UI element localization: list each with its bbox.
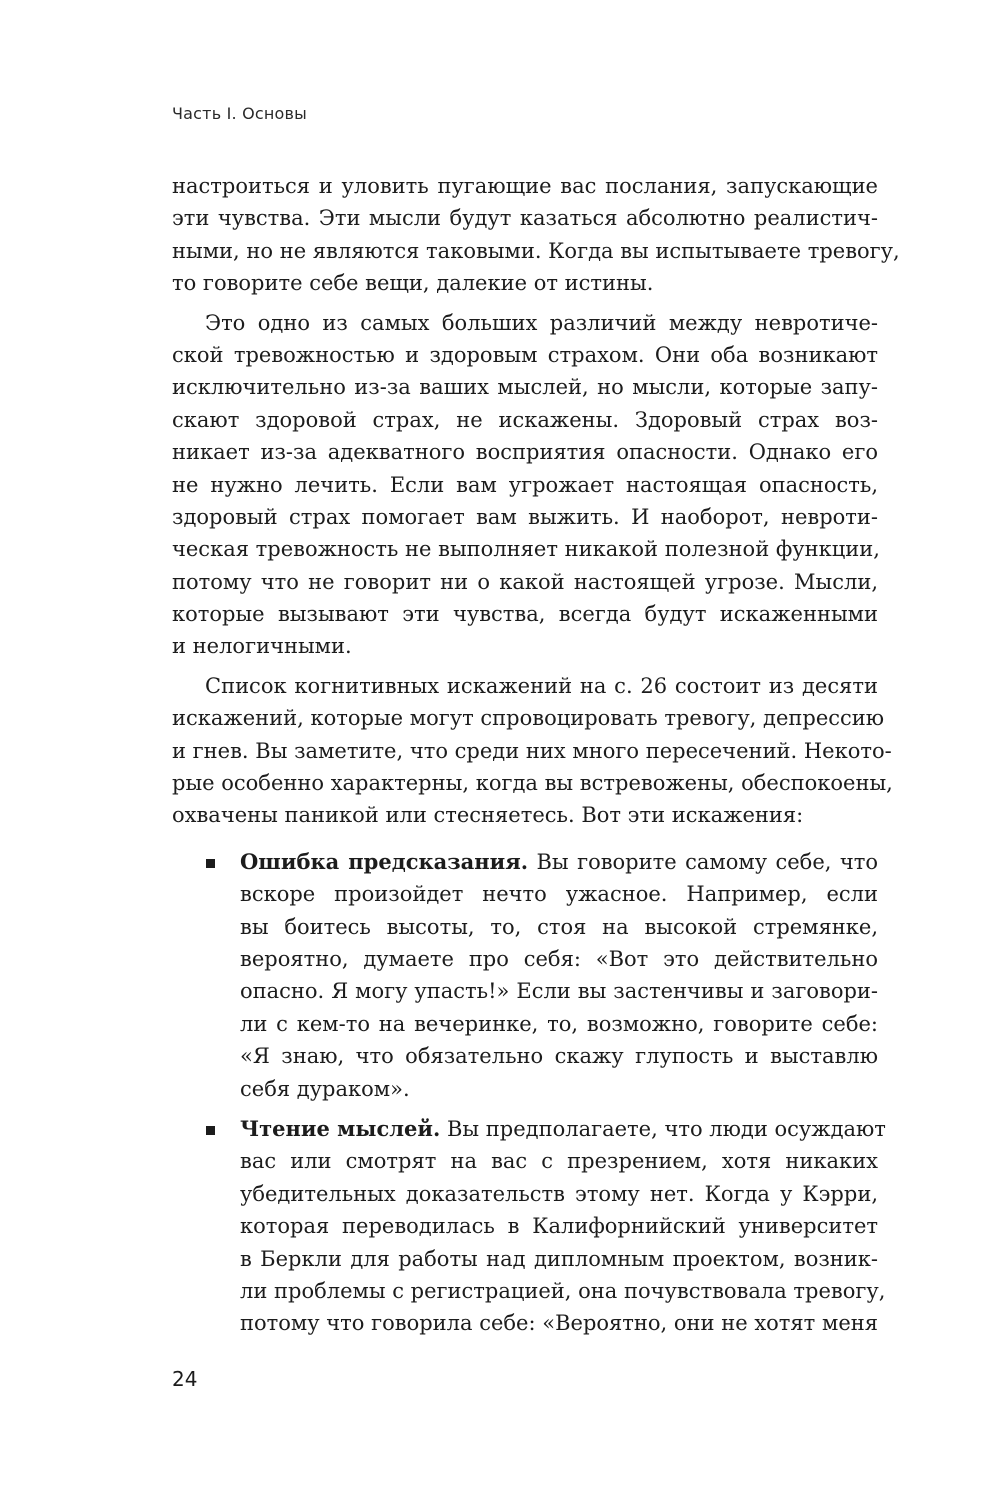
bullet-text: Вы говорите самому себе, что [528,849,878,874]
text-line: рые особенно характерны, когда вы встревожены, обеспокоены, [172,771,893,796]
text-line: здоровый страх помогает вам выжить. И наоборот, невроти- [172,504,878,529]
text-line: вскоре произойдет нечто ужасное. Например, если [240,882,878,907]
bullet-text: Вы предполагаете, что люди осуждают [440,1116,886,1141]
text-line: не нужно лечить. Если вам угрожает настоящая опасность, [172,472,878,497]
text-line: ными, но не являются таковыми. Когда вы испытываете тревогу, [172,238,900,263]
bullet-term: Ошибка предсказания. [240,848,529,874]
paragraph-1 [172,170,900,300]
text-line: в Беркли для работы над дипломным проектом, возник- [240,1246,878,1271]
page-number: 24 [172,1367,198,1391]
text-line: никает из-за адекватного восприятия опасности. Однако его [172,440,878,465]
bullet-term: Чтение мыслей. [240,1115,441,1141]
text-line: ческая тревожность не выполняет никакой полезной функции, [172,537,880,562]
text-line: Список когнитивных искажений на с. 26 состоит из десяти [205,673,878,698]
text-line: которые вызывают эти чувства, всегда будут искаженными [172,602,878,627]
text-line: ли проблемы с регистрацией, она почувствовала тревогу, [240,1278,886,1303]
text-line: и гнев. Вы заметите, что среди них много пересечений. Некото- [172,738,892,763]
square-bullet-icon [206,859,215,868]
text-line: скают здоровой страх, не искажены. Здоровый страх воз- [172,407,878,432]
text-line: то говорите себе вещи, далекие от истины. [172,271,654,296]
bullet-item-mind-reading [172,1113,886,1340]
bullet-item-fortune-telling [172,846,878,1105]
text-line: вас или смотрят на вас с презрением, хотя никаких [240,1149,878,1174]
text-line: вероятно, думаете про себя: «Вот это действительно [240,946,878,971]
text-line: себя дураком». [240,1076,410,1101]
text-line: потому что говорила себе: «Вероятно, они не хотят меня [240,1311,878,1336]
text-line: ли с кем-то на вечеринке, то, возможно, говорите себе: [240,1011,878,1036]
text-line: искажений, которые могут спровоцировать тревогу, депрессию [172,706,885,731]
text-line: эти чувства. Эти мысли будут казаться абсолютно реалистич- [172,206,878,231]
text-line: Это одно из самых больших различий между невротиче- [205,310,878,335]
text-line: которая переводилась в Калифорнийский университет [240,1214,878,1239]
square-bullet-icon [206,1126,215,1135]
text-line [240,1113,886,1145]
text-line: исключительно из-за ваших мыслей, но мысли, которые запу- [172,375,878,400]
running-head: Часть I. Основы [172,104,307,123]
paragraph-2 [172,307,878,663]
text-line: убедительных доказательств этому нет. Когда у Кэрри, [240,1181,878,1206]
paragraph-3 [172,670,893,832]
body-text [172,170,900,1340]
text-line: охвачены паникой или стесняетесь. Вот эти искажения: [172,803,804,828]
text-line: вы боитесь высоты, то, стоя на высокой стремянке, [240,914,878,939]
text-line: опасно. Я могу упасть!» Если вы застенчивы и заговори- [240,979,878,1004]
text-line: ской тревожностью и здоровым страхом. Они оба возникают [172,342,878,367]
text-line: потому что не говорит ни о какой настоящей угрозе. Мысли, [172,569,878,594]
text-line [240,846,878,878]
text-line: «Я знаю, что обязательно скажу глупость и выставлю [240,1044,878,1069]
text-line: и нелогичными. [172,634,352,659]
text-line: настроиться и уловить пугающие вас послания, запускающие [172,174,878,198]
